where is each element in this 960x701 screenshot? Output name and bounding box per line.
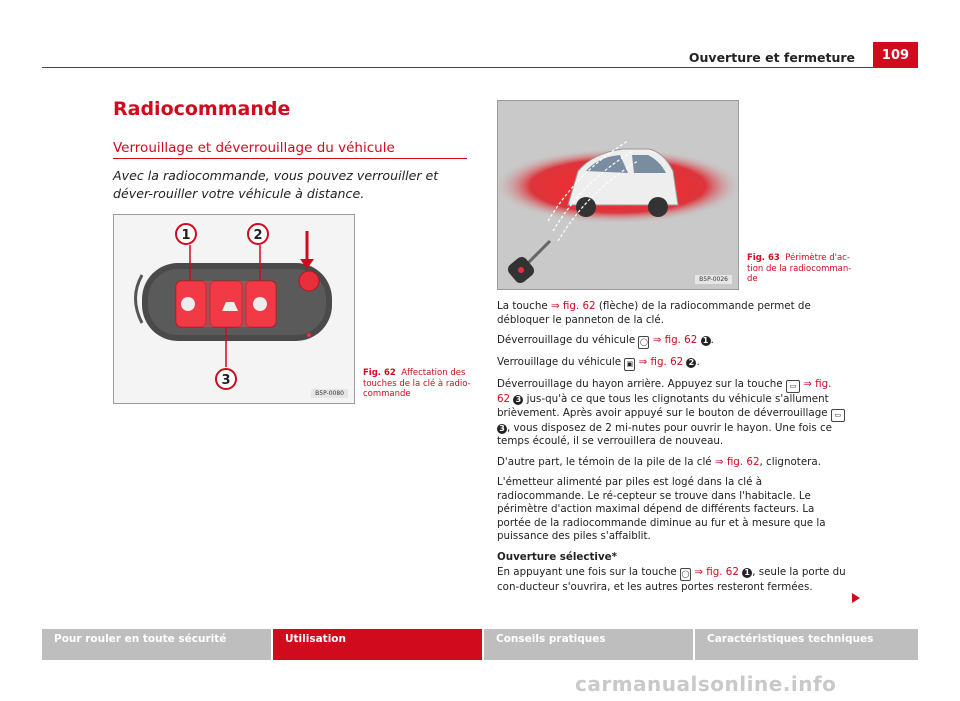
footer-tab-tips[interactable]: Conseils pratiques [484, 629, 693, 660]
figure-62 [113, 214, 355, 404]
figure-62-caption-text: Affectation des touches de la clé à radio-commande [363, 368, 471, 399]
intro-text: Avec la radiocommande, vous pouvez verrouiller et déver-rouiller votre véhicule à distance. [113, 168, 439, 201]
paragraph-7: En appuyant une fois sur la touche ◯ ⇒ fig. 62 1 , seule la porte du con-ducteur s'ouvrira, et les autres portes resteront fermées. [497, 566, 846, 593]
footer-tab-operation[interactable]: Utilisation [273, 629, 482, 660]
figure-63-caption [747, 253, 857, 285]
key-illustration [114, 215, 354, 403]
figure-ref-link[interactable]: ⇒ fig. 62 [638, 356, 684, 368]
callout-number: 3 [513, 395, 523, 405]
figure-63 [497, 100, 739, 290]
paragraph-3: Verrouillage du véhicule ▣ ⇒ fig. 62 2 . [497, 356, 847, 371]
header-rule [42, 67, 918, 68]
footer-tab-safety[interactable]: Pour rouler en toute sécurité [42, 629, 271, 660]
callout-number: 3 [497, 424, 507, 434]
figure-63-label: Fig. 63 [747, 253, 780, 263]
footer-nav [42, 629, 918, 660]
callout-1: 1 [181, 228, 191, 243]
figure-ref-link[interactable]: ⇒ fig. 62 [714, 455, 760, 468]
body-text [497, 300, 847, 602]
range-illustration [498, 101, 738, 289]
figure-62-label: Fig. 62 [363, 368, 396, 378]
figure-ref-link[interactable]: ⇒ fig. 62 [652, 334, 698, 346]
figure-62-caption [363, 368, 473, 400]
figure-63-code: B5P-0026 [695, 275, 732, 284]
footer-tab-specs[interactable]: Caractéristiques techniques [695, 629, 918, 660]
figure-62-code: B5P-0080 [311, 389, 348, 398]
callout-3: 3 [221, 373, 231, 388]
callout-number: 1 [701, 336, 711, 346]
running-header-title: Ouverture et fermeture [688, 50, 855, 65]
watermark: carmanualsonline.info [575, 672, 837, 696]
paragraph-4: Déverrouillage du hayon arrière. Appuyez sur la touche ▭ ⇒ fig. 62 3 jus-qu'à ce que tous les clignotants du véhicule s'allument brièvement. Après avoir appuyé sur le bouton de déverrouillage ▭ 3 , vous disposez de 2 mi-nutes pour ouvrir le hayon. Une fois ce temps écoulé, il se verrouillera de nouveau. [497, 378, 847, 449]
continue-arrow-icon [852, 593, 860, 603]
paragraph-5: D'autre part, le témoin de la pile de la clé ⇒ fig. 62, clignotera. [497, 455, 821, 468]
figure-ref-link[interactable]: ⇒ fig. 62 [497, 378, 832, 405]
subsection-title: Verrouillage et déverrouillage du véhicule [113, 140, 395, 156]
figure-ref-link[interactable]: ⇒ fig. 62 [550, 300, 596, 312]
figure-ref-link[interactable]: ⇒ fig. 62 [694, 566, 739, 578]
page-number: 109 [873, 42, 918, 68]
paragraph-2: Déverrouillage du véhicule ◯ ⇒ fig. 62 1 . [497, 334, 847, 349]
callout-2: 2 [253, 228, 263, 243]
paragraph-1: La touche ⇒ fig. 62 (flèche) de la radiocommande permet de débloquer le panneton de la clé. [497, 300, 811, 326]
subheading: Ouverture sélective* [497, 550, 618, 563]
callout-number: 2 [686, 358, 696, 368]
trunk-key-icon: ▭ [831, 409, 845, 422]
subsection-rule [113, 158, 467, 159]
callout-number: 1 [742, 568, 752, 578]
trunk-key-icon: ▭ [786, 380, 800, 393]
section-title: Radiocommande [113, 98, 291, 120]
unlock-key-icon: ◯ [638, 336, 649, 349]
paragraph-6: L'émetteur alimenté par piles est logé dans la clé à radiocommande. Le ré-cepteur se trouve dans l'habitacle. Le périmètre d'action maximal dépend de différents facteurs. La portée de la radiocommande diminue au fur et à mesure que la puissance des piles s'affaiblit. [497, 476, 826, 542]
figure-63-caption-text: Périmètre d'ac-tion de la radiocomman-de [747, 253, 852, 284]
lock-key-icon: ▣ [624, 358, 635, 371]
unlock-key-icon: ◯ [680, 568, 691, 581]
